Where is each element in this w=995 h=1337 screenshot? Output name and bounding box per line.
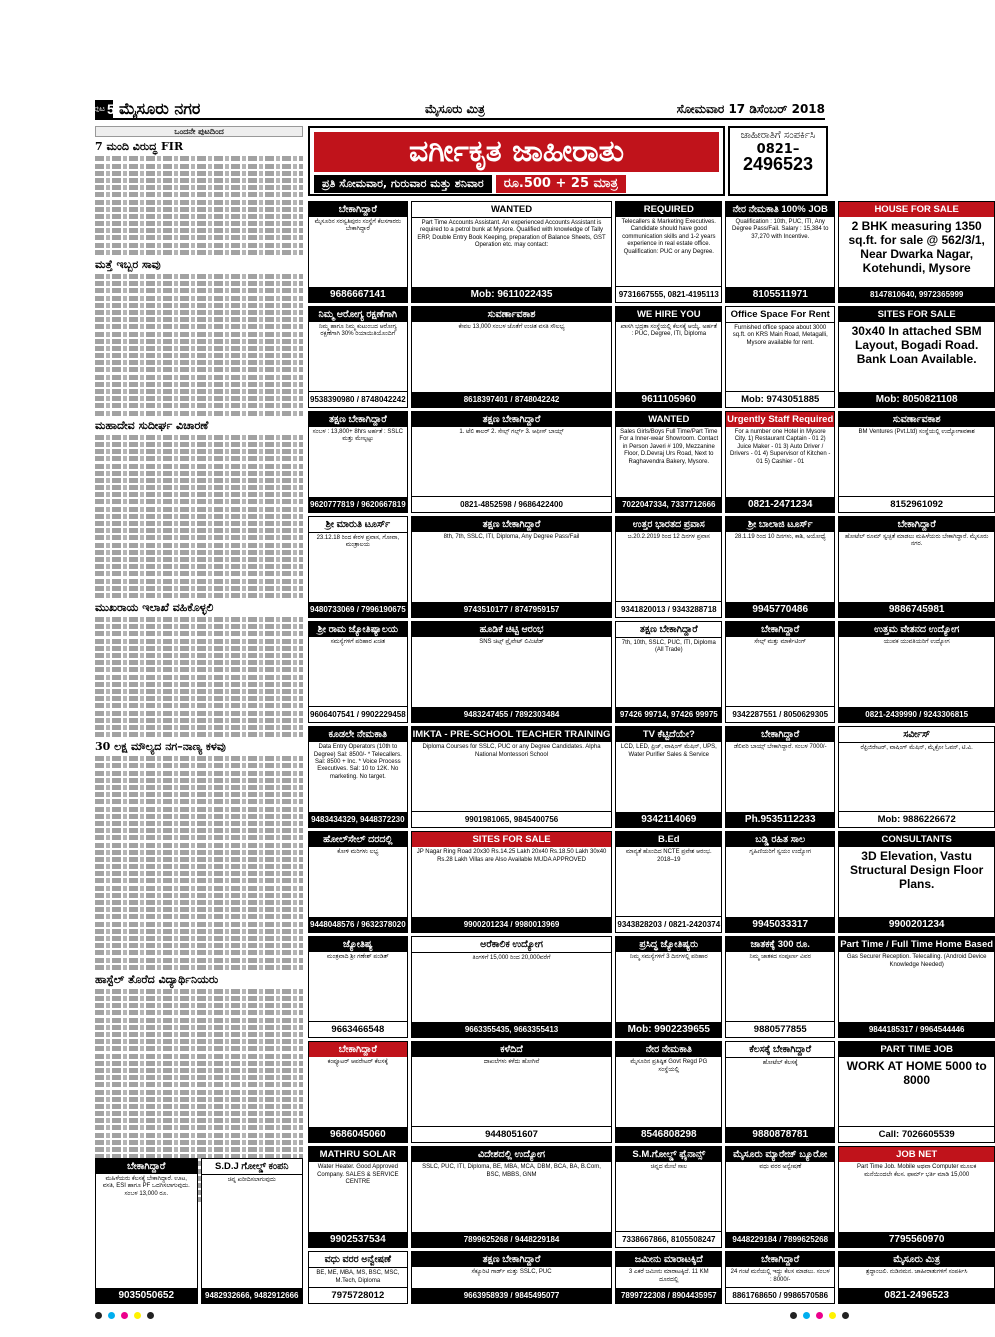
classified-ad [308,1041,408,1143]
ad-heading: ಉತ್ತರ ಭಾರತದ ಪ್ರವಾಸ [616,517,721,532]
ad-heading: PART TIME JOB [839,1042,994,1057]
ad-body: ಸಂಬಳ : 13,800+ 8hrs ಅರ್ಹತೆ : SSLC ಮತ್ತು ಮೇಲ್ಪಟ್ಟು [312,429,403,443]
ad-body: ಸೇಲ್ಸ್ ಮತ್ತು ಮಾರ್ಕೆಟಿಂಗ್ [754,639,807,646]
classified-ad [308,621,408,723]
ad-heading: ವಧು ವರರ ಅನ್ವೇಷಣೆ [309,1252,407,1268]
ad-body: Part Time Job. Mobile ಅಥವಾ Computer ಮೂಲಕ ಮನೆಯಿಂದಲೇ ಕೆಲಸ. ಫಾರ್ಮ್ ಭರ್ತಿ ಮಾಡಿ 15,000 [857,1164,977,1178]
classified-ad [411,726,613,828]
ad-body: 24 ಗಂಟೆ ಮನೆಯಲ್ಲಿ ಇದ್ದು ಕೆಲಸ ಮಾಡಲು. ಸಂಬಳ : 8000/- [730,1269,830,1283]
ad-heading: ಉತ್ತಮ ವೇತನದ ಉದ್ಯೋಗ [839,622,994,637]
ad-body: ಮೈಸೂರಿನ ಸರಸ್ವತಿಪುರಂ ಸಂಸ್ಥೆಗೆ ಕೆಲಸಗಾರರು ಬೇಕಾಗಿದ್ದಾರೆ [314,219,402,233]
news-column [95,126,303,1156]
ad-phone: 9035050652 [96,1288,197,1303]
ad-phone: 9342114069 [616,812,721,827]
classified-ad [308,1251,408,1304]
ad-body: 30x40 In attached SBM Layout, Bogadi Road. Bank Loan Available. [851,324,982,367]
ad-body: 3 ಎಕರೆ ಜಮೀನು ಮಾರಾಟಕ್ಕಿದೆ. 11 KM ದೂರದಲ್ಲಿ [628,1269,709,1283]
ad-phone: 7975728012 [309,1287,407,1303]
news-body-4 [95,617,303,737]
ad-heading: ನೇರ ನೇಮಕಾತಿ [616,1042,721,1057]
classified-ad [411,936,613,1038]
ad-phone: 7795560970 [839,1232,994,1247]
ad-phone: Mob: 8050821108 [839,392,994,407]
ad-heading: ಹೋಲ್‌ಸೇಲ್ ದರದಲ್ಲಿ [309,832,407,847]
issue-date: ಸೋಮವಾರ 17 ಡಿಸೆಂಬರ್ 2018 [676,101,825,116]
ad-heading: ಬೇಕಾಗಿದ್ದಾರೆ [96,1159,197,1174]
ad-body: ದಾಖಲೆಗಳು ಕಳೆದು ಹೋಗಿವೆ [483,1059,540,1066]
ad-phone: 8861768650 / 9986570586 [726,1287,834,1303]
paper-name: ಮೈಸೂರು ಮಿತ್ರ [425,101,485,116]
ad-body: JP Nagar Ring Road 20x30 Rs.14.25 Lakh 20x40 Rs.18.50 Lakh 30x40 Rs.28 Lakh Villas are Also Available MUDA APPROVED [416,849,607,863]
ad-heading: SITES FOR SALE [839,307,994,322]
ad-body: Furnished office space about 3000 sq.ft. on KRS Main Road, Metagalli, Mysore available for rent. [732,325,828,346]
ad-heading: ಮೈಸೂರು ಮ್ಯಾರೇಜ್ ಬ್ಯೂರೋ [726,1147,834,1162]
ad-heading: ಬಡ್ಡಿ ರಹಿತ ಸಾಲ [726,832,834,847]
ad-phone: 9945033317 [726,917,834,932]
ad-phone: 9620777819 / 9620667819 [309,497,407,512]
ad-heading: ತಕ್ಷಣ ಬೇಕಾಗಿದ್ದಾರೆ [412,517,612,532]
ad-phone: 9611105960 [616,392,721,407]
ad-phone: 9900201234 / 9980013969 [412,917,612,932]
classified-ad [838,1146,995,1248]
page-prefix: ಪುಟ [93,104,105,113]
classified-ad [615,1251,722,1304]
ad-phone: 8105511971 [726,287,834,302]
ad-heading: ಕಳೆದಿದೆ [412,1042,612,1057]
ad-heading: ಬೇಕಾಗಿದ್ದಾರೆ [839,517,994,532]
ad-phone: 9606407541 / 9902229458 [309,706,407,722]
ad-phone: Mob: 9886226672 [839,811,994,827]
classified-ad [838,306,995,408]
registration-marks-right [790,1312,849,1319]
classified-ad [308,201,408,303]
classified-ad [615,1041,722,1143]
contact-number: 2496523 [742,154,814,174]
classified-ad [838,201,995,303]
ad-heading: MATHRU SOLAR [309,1147,407,1162]
classified-ad [838,831,995,933]
registration-marks-left [95,1312,154,1319]
ad-phone: 9902537534 [309,1232,407,1247]
ad-body: 23.12.18 ರಿಂದ ಕೇರಳ ಪ್ರವಾಸ, ಗೋವಾ, ಮಂತ್ರಾಲಯ [316,535,400,549]
ad-phone: Mob: 9743051885 [726,391,834,407]
ad-body: ಶ್ರದ್ಧಾಂಜಲಿ. ನುಡಿನಮನ. ಜಾಹೀರಾತುಗಳಿಗೆ ಸಂಪರ್ಕಿಸಿ [865,1269,968,1276]
ad-heading: S.M.ಗೋಲ್ಡ್ ಫೈನಾನ್ಸ್ [616,1147,721,1162]
ad-phone: 9731667555, 0821-4195113 [616,286,721,302]
ad-body: ವಧು ವರರ ಅನ್ವೇಷಣೆ [759,1164,802,1171]
news-body-2 [95,274,303,416]
ad-phone: Mob: 9611022435 [412,287,612,302]
classified-ad [308,411,408,513]
ad-heading: ಬೇಕಾಗಿದ್ದಾರೆ [726,622,834,637]
left-bottom-ads [95,1158,303,1304]
ad-heading: ಕೆಲಸಕ್ಕೆ ಬೇಕಾಗಿದ್ದಾರೆ [726,1042,834,1058]
classified-ad [308,936,408,1038]
ad-heading: IMKTA - PRE-SCHOOL TEACHER TRAINING [412,729,611,741]
ad-phone: Mob: 9902239655 [616,1022,721,1037]
ad-body: ಗೃಹಿಣಿಯರಿಗೆ ಸ್ವಯಂ ಉದ್ಯೋಗ [749,849,812,856]
ad-body: ಚಿನ್ನದ ಮೇಲೆ ಸಾಲ [650,1164,687,1171]
ad-phone: Ph.9535112233 [726,812,834,827]
ad-body: Gas Securer Reception. Telecalling. (Android Device Knowledge Needed) [846,954,987,968]
ad-body: 28.1.19 ರಿಂದ 10 ದಿನಗಳು, ಕಾಶಿ, ಅಯೋಧ್ಯೆ [734,534,826,541]
ad-body: ಕೇವಲ 13,000 ಸಂಬಳ ಜೊತೆಗೆ ಉಚಿತ ವಸತಿ ಸೌಲಭ್ಯ [458,324,565,331]
ad-body: 1. ಟೆಲಿ ಕಾಲರ್ 2. ಸೇಲ್ಸ್ ಗರ್ಲ್ಸ್ 3. ಆಫೀಸ್ ಬಾಯ್ಸ್ [459,429,564,436]
ad-heading: ಜ್ಯೋತಿಷ್ಯ [309,937,407,952]
ad-body: Part Time Accounts Assistant. An experienced Accounts Assistant is required to a petrol bunk at Mysore. Qualified with knowledge of Tally ERP, Double Entry Book Keeping, preparation of Balance Sheets, GST Operation etc. may contact: [417,220,606,249]
classified-ad [411,1251,613,1304]
classified-ad [725,411,835,513]
classified-ad [725,726,835,828]
classified-ad-grid [308,201,994,1304]
ad-body: ಜ.20.2.2019 ರಿಂದ 12 ದಿನಗಳ ಪ್ರವಾಸ [627,534,710,541]
section-title: ಮೈಸೂರು ನಗರ [119,99,201,118]
ad-heading: ಸುವರ್ಣಾವಕಾಶ [412,307,612,322]
classified-ad [615,306,722,408]
classified-ad [411,306,613,408]
ad-heading: B.Ed [616,832,721,847]
ad-phone: 0821-2496523 [839,1288,994,1303]
ad-body: SNS ಚಿಟ್ಸ್ ಪ್ರೈವೇಟ್ ಲಿಮಿಟೆಡ್ [479,639,544,646]
classified-ad [725,516,835,618]
ad-body: 3D Elevation, Vastu Structural Design Floor Plans. [849,849,984,892]
ad-heading: ಹೂಡಿಕೆ ಚಿಟ್ಟಿ ಆರಂಭ [412,622,612,637]
classified-ad [201,1158,304,1304]
ad-phone: 8147810640, 9972365999 [839,287,994,302]
classified-ad [411,516,613,618]
classified-ad [308,1146,408,1248]
ad-phone: 9343828203 / 0821-2420374 [616,916,721,932]
ad-phone: 0821-2439990 / 9243306815 [839,707,994,722]
ad-heading: ಪ್ರಸಿದ್ಧ ಜ್ಯೋತಿಷ್ಯರು [616,937,721,952]
ad-phone: 9686045060 [309,1127,407,1142]
ad-body: ರೆಫ್ರಿಜಿರೇಟರ್, ವಾಷಿಂಗ್ ಮೆಷಿನ್, ಮೈಕ್ರೋ ಓವನ್, ಟಿ.ವಿ. [860,745,973,752]
classified-ad [725,1041,835,1143]
ad-heading: Office Space For Rent [726,307,834,323]
news-headline-4: ಮುಖರಾಯ ಇಲಾಖೆ ವಹಿಕೊಳ್ಳಲಿ [95,600,214,614]
ad-heading: ಅರೆಕಾಲಿಕ ಉದ್ಯೋಗ [412,937,612,953]
ad-body: Water Heater. Good Approved Company. SALES & SERVICE CENTRE [317,1164,399,1185]
ad-phone: 9448048576 / 9632378020 [309,917,407,932]
ad-heading: ನೇರ ನೇಮಕಾತಿ 100% JOB [726,202,834,217]
ad-heading: ಸುವರ್ಣಾವಕಾಶ [839,412,994,427]
news-body-5 [95,756,303,969]
ad-heading: ಶ್ರೀ ರಾಮ ಜ್ಯೋತಿಷ್ಯಾಲಯ [309,622,407,637]
ad-phone: 8618397401 / 8748042242 [412,392,612,407]
ad-heading: ತಕ್ಷಣ ಬೇಕಾಗಿದ್ದಾರೆ [616,622,721,638]
classified-ad [615,936,722,1038]
ad-phone: 9483434329, 9448372230 [309,812,407,827]
ad-body: ನಿಮ್ಮ ಸಮಸ್ಯೆಗಳಿಗೆ 3 ದಿನಗಳಲ್ಲಿ ಪರಿಹಾರ [629,954,708,961]
ad-heading: ಜಾತಕಕ್ಕೆ 300 ರೂ. [726,937,834,952]
classified-ad [838,936,995,1038]
classified-ad [615,621,722,723]
classified-ad [411,1041,613,1143]
classified-price: ರೂ.500 + 25 ಮಾತ್ರ [496,175,626,193]
ad-body: ನಿಮ್ಮ ಹಾಗೂ ನಿಮ್ಮ ಕುಟುಂಬದ ಆರೋಗ್ಯ ರಕ್ಷಣೆಗಾಗಿ 30% ರಿಯಾಯಿತಿಯೊಂದಿಗೆ [318,324,397,338]
ad-phone: 9448051607 [412,1126,612,1142]
ad-phone: 8152961092 [839,496,994,512]
ad-phone: 9901981065, 9845400756 [412,811,612,827]
page-number: 5 [106,101,115,117]
ad-phone: 0821-4852598 / 9686422400 [412,496,612,512]
classified-ad [615,201,722,303]
classified-ad [615,516,722,618]
ad-phone: 7899625268 / 9448229184 [412,1232,612,1247]
ad-phone: 9448229184 / 7899625268 [726,1232,834,1247]
ad-heading: ಬೇಕಾಗಿದ್ದಾರೆ [309,1042,407,1057]
ad-phone: 7899722308 / 8904435957 [616,1288,721,1303]
news-headline-1: 7 ಮಂದಿ ವಿರುದ್ಧ FIR [95,140,184,154]
ad-body: ಡೆಲಿವರಿ ಬಾಯ್ಸ್ ಬೇಕಾಗಿದ್ದಾರೆ. ಸಂಬಳ 7000/- [733,744,827,751]
ad-body: LCD, LED, ಫ್ರಿಜ್, ವಾಷಿಂಗ್ ಮೆಷಿನ್, UPS, Water Purifier Sales & Service [620,744,717,758]
classified-title: ವರ್ಗೀಕೃತ ಜಾಹೀರಾತು [314,132,719,172]
classified-ad [308,516,408,618]
ad-heading: REQUIRED [616,202,721,217]
ad-body: SSLC, PUC, ITI, Diploma, BE, MBA, MCA, DBM, BCA, BA, B.Com, BSC, MBBS, GNM [422,1164,601,1178]
news-headline-2: ಮತ್ತೆ ಇಬ್ಬರ ಸಾವು [95,257,161,271]
ad-phone: 9663958939 / 9845495077 [412,1288,612,1303]
classified-subline [314,175,719,193]
ad-body: ಸೆಕ್ಯೂರಿಟಿ ಗಾರ್ಡ್ ಮತ್ತು SSLC, PUC [471,1269,552,1276]
ad-heading: Part Time / Full Time Home Based [840,939,994,951]
news-kicker: ಒಂದನೇ ಪುಟದಿಂದ [95,126,303,137]
ad-phone: 0821-2471234 [726,497,834,512]
classified-ad [838,1251,995,1304]
classified-ad [725,936,835,1038]
ad-body: ಮಾನ್ಯತೆ ಹೊಂದಿದ NCTE ಪ್ರವೇಶ ಆರಂಭ. 2018–19 [625,849,712,863]
classified-ad [615,831,722,933]
classified-contact-box [728,126,828,196]
classified-ad [411,1146,613,1248]
classified-ad [725,1146,835,1248]
ad-heading: ಶ್ರೀ ಬಾಲಾಜಿ ಟೂರ್ಸ್ [726,517,834,532]
ad-phone: 9686667141 [309,287,407,302]
ad-heading: ಮೈಸೂರು ಮಿತ್ರ [839,1252,994,1267]
classified-ad [411,621,613,723]
ad-phone: 9480733069 / 7996190675 [309,602,407,617]
page-number-badge [95,100,113,118]
ad-heading: ತಕ್ಷಣ ಬೇಕಾಗಿದ್ದಾರೆ [309,412,407,427]
ad-phone: 9880577855 [726,1021,834,1037]
ad-heading: ಶ್ರೀ ಮಾರುತಿ ಟೂರ್ಸ್ [309,517,407,533]
ad-heading: Urgently Staff Required [727,414,834,426]
ad-body: Data Entry Operators (10th to Degree) Sal: 8500/- * Telecallers. Sal: 8500 + Inc. * Voice Process Executives. Sal: 10 to 12K. No marketing. No target. [313,744,402,780]
classified-ad [838,621,995,723]
ad-phone: 9743510177 / 8747959157 [412,602,612,617]
ad-body: 2 BHK measuring 1350 sq.ft. for sale @ 562/3/1, Near Dwarka Nagar, Kotehundi, Mysore [848,219,985,275]
ad-heading: ಬೇಕಾಗಿದ್ದಾರೆ [726,1252,834,1267]
classified-ad [615,726,722,828]
ad-heading: HOUSE FOR SALE [839,202,994,217]
classified-ad [308,726,408,828]
ad-phone: 9538390980 / 8748042242 [309,391,407,407]
ad-body: ಖಾಸಗಿ ಭದ್ರತಾ ಸಂಸ್ಥೆಯಲ್ಲಿ ಕೆಲಸಕ್ಕೆ ಆಯ್ಕೆ. ಅರ್ಹತೆ : PUC, Degree, ITI, Diploma [620,324,718,338]
ad-heading: JOB NET [839,1147,994,1162]
ad-body: ಕೋಳಿ ಮರಿಗಳು ಲಭ್ಯ [337,849,379,856]
contact-label: ಜಾಹೀರಾತಿಗೆ ಸಂಪರ್ಕಿಸಿ [740,130,816,141]
ad-phone: 7022047334, 7337712666 [616,497,721,512]
classified-ad [838,726,995,828]
classified-ad [725,1251,835,1304]
classified-banner [308,126,725,196]
news-body-1 [95,156,303,254]
ad-body: WORK AT HOME 5000 to 8000 [846,1059,987,1088]
news-headline-6: ಹಾಸ್ಟೆಲ್ ತೊರೆದ ವಿದ್ಯಾರ್ಥಿನಿಯರು [95,972,219,986]
ad-body: ಹೋಟೆಲ್ ಕೆಲಸಕ್ಕೆ [762,1060,798,1067]
classified-ad [838,516,995,618]
ad-heading: ಬೇಕಾಗಿದ್ದಾರೆ [309,202,407,217]
ad-phone: 8546808298 [616,1127,721,1142]
ad-phone: 9341820013 / 9343288718 [616,601,721,617]
ad-phone: 9945770486 [726,602,834,617]
ad-heading: WANTED [412,202,612,218]
classified-days: ಪ್ರತಿ ಸೋಮವಾರ, ಗುರುವಾರ ಮತ್ತು ಶನಿವಾರ [314,175,492,193]
ad-body: ಯುವಕ ಯುವತಿಯರಿಗೆ ಉದ್ಯೋಗ [883,639,950,646]
ad-phone: 9663355435, 9663355413 [412,1022,612,1037]
ad-body: 7th, 10th, SSLC, PUC, ITI, Diploma (All Trade) [621,640,716,654]
ad-heading: WANTED [616,412,721,427]
ad-body: ಸಮಸ್ಯೆಗಳಿಗೆ ಪರಿಹಾರ ಖಚಿತ [330,639,386,646]
ad-body: ಕಂಪ್ಯೂಟರ್ ಆಪರೇಟರ್ ಕೆಲಸಕ್ಕೆ [327,1059,388,1066]
ad-body: Diploma Courses for SSLC, PUC or any Degree Candidates. Alpha National Montessori School [422,744,601,758]
classified-ad [725,621,835,723]
ad-body: Telecallers & Marketing Executives. Candidate should have good communication skills and 1-2 years experience in real estate office. Qualification: PUC or any Degree. [621,219,716,255]
ad-heading: ತಕ್ಷಣ ಬೇಕಾಗಿದ್ದಾರೆ [412,412,612,427]
ad-phone: 7338667866, 8105508247 [616,1231,721,1247]
ad-phone: 9880878781 [726,1127,834,1142]
classified-ad [95,1158,198,1304]
classified-ad [308,306,408,408]
classified-ad [838,411,995,513]
ad-heading: TV ಕೆಟ್ಟಿದೆಯೇ? [616,727,721,742]
classified-ad [411,201,613,303]
classified-ad [308,831,408,933]
ad-heading: S.D.J ಗೋಲ್ಡ್ ಕಂಪನಿ [202,1159,303,1175]
ad-body: ಮೈಸೂರಿನ ಪ್ರತಿಷ್ಠಿತ Govt Regd PG ಸಂಸ್ಥೆಯಲ್ಲಿ [630,1059,708,1073]
news-body-3 [95,435,303,598]
ad-heading: ಕೂಡಲೇ ನೇಮಕಾತಿ [309,727,407,742]
classified-ad [725,201,835,303]
ad-body: ಮಂತ್ರವಾದಿ ಶ್ರೀ ಗಣೇಶ್ ಪಂಡಿತ್ [326,954,389,961]
ad-phone: 9900201234 [839,917,994,932]
ad-heading: ಸರ್ವೀಸ್ [839,727,994,743]
ad-heading: ವಿದೇಶದಲ್ಲಿ ಉದ್ಯೋಗ [412,1147,612,1162]
ad-heading: SITES FOR SALE [412,832,612,847]
ad-body: Qualification : 10th, PUC, ITI, Any Degree Pass/Fail. Salary : 15,384 to 37,270 with Incentive. [732,219,829,240]
ad-body: 8th, 7th, SSLC, ITI, Diploma, Any Degree Pass/Fail [443,534,580,541]
ad-phone: 9483247455 / 7892303484 [412,707,612,722]
ad-heading: CONSULTANTS [839,832,994,847]
ad-body: ಚಿನ್ನ ಖರೀದಿಸಲಾಗುವುದು [227,1177,276,1183]
classified-ad [411,411,613,513]
ad-heading: ನಿಮ್ಮ ಆರೋಗ್ಯ ರಕ್ಷಣೆಗಾಗಿ [309,307,407,322]
ad-phone: Call: 7026605539 [839,1126,994,1142]
news-headline-3: ಮಹಾದೇವ ಸುದೀರ್ಘ ವಿಚಾರಣೆ [95,418,209,432]
classified-ad [615,411,722,513]
ad-heading: ತಕ್ಷಣ ಬೇಕಾಗಿದ್ದಾರೆ [412,1252,612,1267]
news-headline-5: 30 ಲಕ್ಷ ಮೌಲ್ಯದ ನಗ–ನಾಣ್ಯ ಕಳವು [95,740,226,754]
ad-heading: ಬೇಕಾಗಿದ್ದಾರೆ [726,727,834,742]
ad-heading: WE HIRE YOU [616,307,721,322]
ad-body: ನಿಮ್ಮ ಜಾತಕದ ಸಂಪೂರ್ಣ ವಿವರ [749,954,811,961]
ad-phone: 9844185317 / 9964544446 [839,1022,994,1037]
ad-body: ಹೋಟೆಲ್ ರೂಮ್ ಸ್ವಚ್ಛತೆ ಮಾಡಲು ಮಹಿಳೆಯರು ಬೇಕಾಗಿದ್ದಾರೆ. ಮೈಸೂರು ನಗರ. [844,534,989,548]
ad-body: ಮಹಿಳೆಯರು ಕೆಲಸಕ್ಕೆ ಬೇಕಾಗಿದ್ದಾರೆ. ಊಟ, ವಸತಿ, ESI ಹಾಗೂ PF ಒದಗಿಸಲಾಗುವುದು. ಸಂಬಳ 13,000 ರೂ. [102,1176,190,1197]
ad-phone: 9482932666, 9482912666 [202,1288,303,1303]
ad-body: BM Ventures (Pvt.Ltd) ಸಂಸ್ಥೆಯಲ್ಲಿ ಉದ್ಯೋಗಾವಕಾಶ [858,429,975,436]
classified-ad [725,831,835,933]
ad-phone: 9886745981 [839,602,994,617]
classified-ad [725,306,835,408]
ad-phone: 97426 99714, 97426 99975 [616,707,721,722]
page-masthead [95,100,825,120]
ad-phone: 9342287551 / 8050629305 [726,706,834,722]
classified-ad [838,1041,995,1143]
ad-body: For a number one Hotel in Mysore City. 1) Restaurant Captain - 01 2) Juice Maker - 01 3) Auto Driver / Drivers - 01 4) Supervisor of Kitchen - 01 5) Cashier - 01 [730,429,831,465]
classified-ad [615,1146,722,1248]
ad-phone: 9663466548 [309,1021,407,1037]
contact-code: 0821– [756,142,800,157]
ad-body: ತಿಂಗಳಿಗೆ 15,000 ರಿಂದ 20,000ವರೆಗೆ [472,955,551,962]
ad-heading: ಜಮೀನು ಮಾರಾಟಕ್ಕಿದೆ [616,1252,721,1267]
ad-body: Sales Girls/Boys Full Time/Part Time For a Inner-wear Showroom. Contact in Person Javeri # 109, Mezzanine Floor, D.Devraj Urs Road, Next to Raghavendra Bakery, Mysore. [619,429,719,465]
classified-ad [411,831,613,933]
ad-body: BE, ME, MBA, MS, BSC, MSC, M.Tech, Diploma [316,1270,400,1284]
